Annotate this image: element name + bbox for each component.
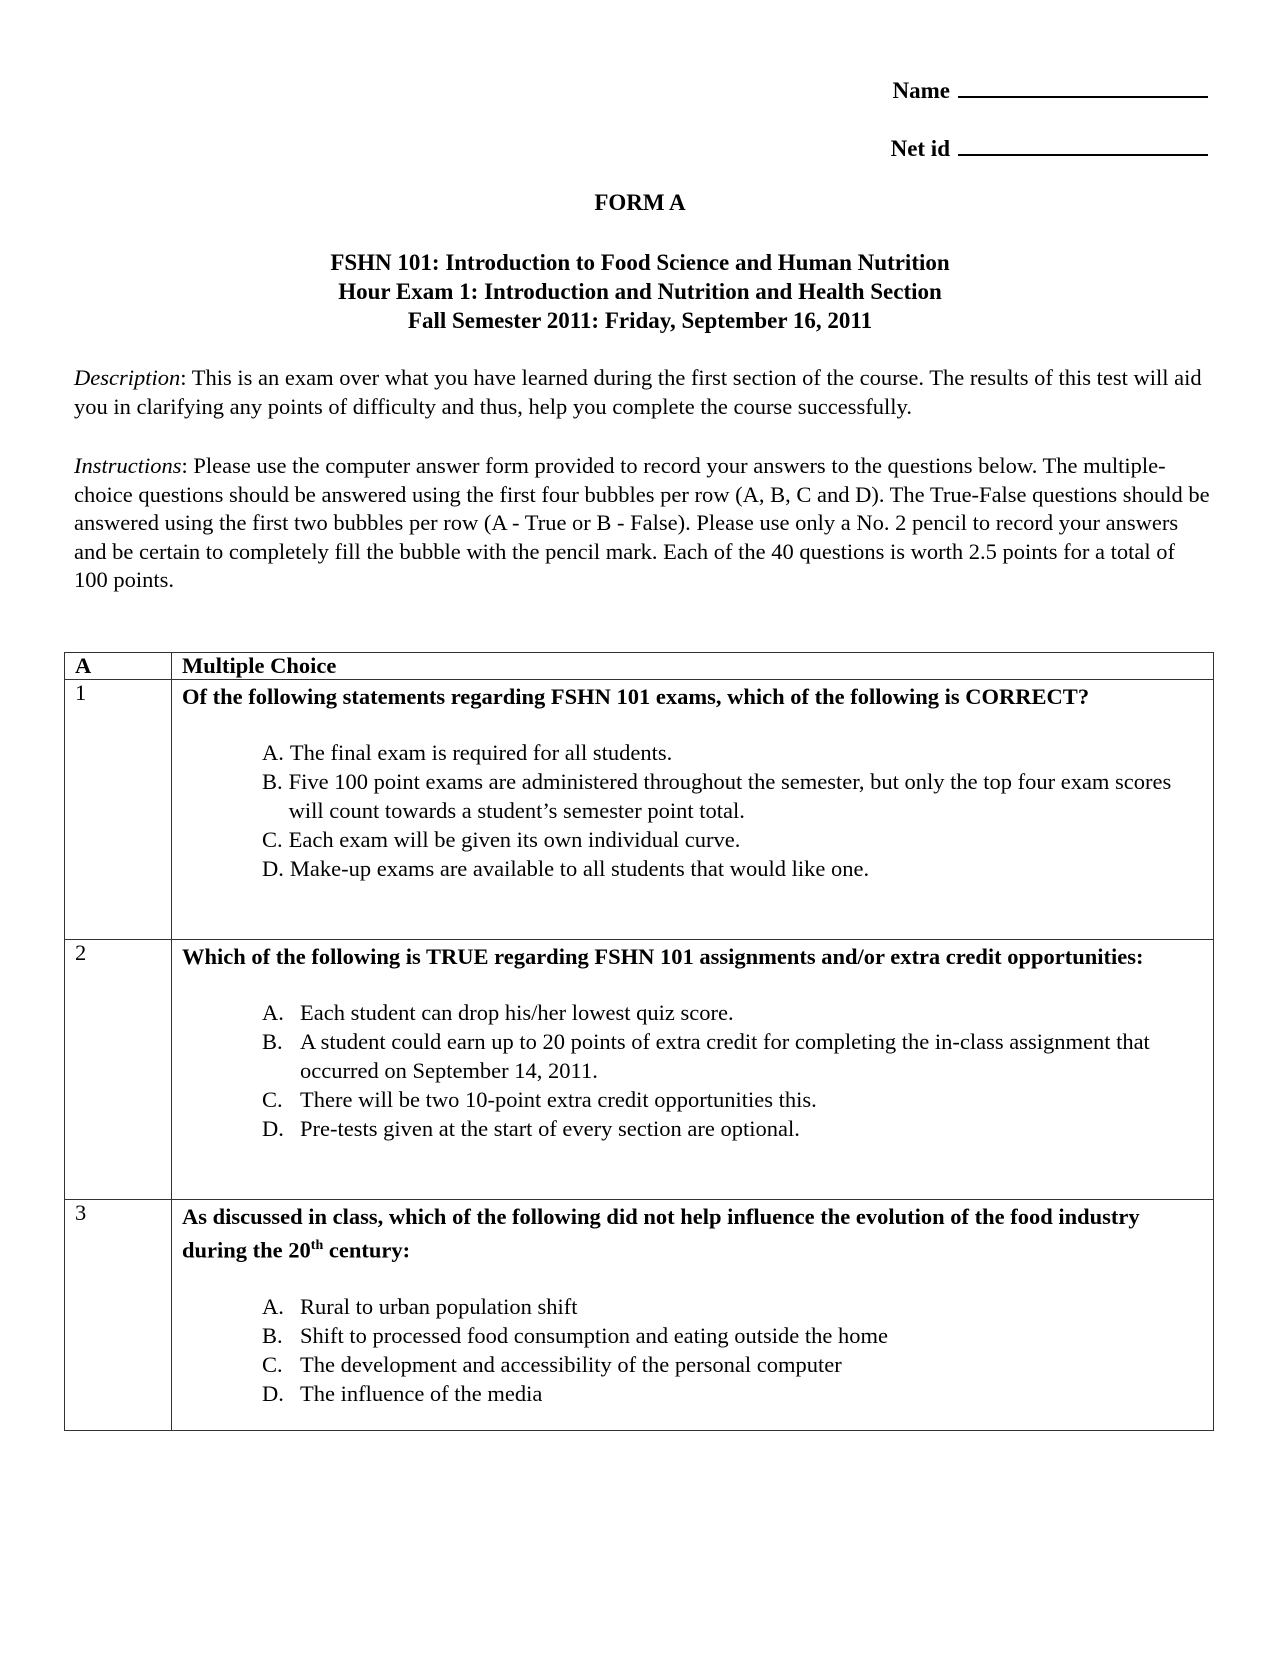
- question-text: [182, 1202, 1203, 1265]
- table-header-row: [65, 653, 1214, 680]
- student-info-block: [878, 74, 1208, 162]
- answer-option: [262, 1114, 1203, 1143]
- question-number: 3: [65, 1200, 172, 1431]
- table-row: [65, 680, 1214, 940]
- answer-option: [262, 854, 1203, 883]
- answer-options: [262, 738, 1203, 883]
- option-text: Each student can drop his/her lowest quiz score.: [300, 1000, 734, 1025]
- form-title: FORM A: [594, 190, 686, 215]
- description-paragraph: [74, 364, 1214, 421]
- option-letter: C.: [262, 1087, 283, 1112]
- answer-option: [262, 1379, 1203, 1408]
- option-text: Five 100 point exams are administered throughout the semester, but only the top four exam scores will count towards a student’s semester point total.: [288, 769, 1172, 823]
- instructions-label: Instructions: [74, 453, 182, 478]
- question-cell: [172, 680, 1214, 940]
- netid-label: Net id: [890, 136, 950, 161]
- answer-options: [262, 998, 1203, 1143]
- answer-option: [262, 1321, 1203, 1350]
- instructions-paragraph: [74, 452, 1214, 595]
- option-text: A student could earn up to 20 points of extra credit for completing the in-class assignment that occurred on September 14, 2011.: [300, 1029, 1150, 1083]
- table-row: [65, 940, 1214, 1200]
- option-letter: B.: [262, 769, 283, 794]
- question-number: 1: [65, 680, 172, 940]
- name-label: Name: [892, 78, 950, 103]
- option-letter: D.: [262, 1380, 284, 1406]
- question-text: Which of the following is TRUE regarding FSHN 101 assignments and/or extra credit opportunities:: [182, 944, 1144, 969]
- option-letter: A.: [262, 740, 284, 765]
- option-letter: A.: [262, 1000, 284, 1025]
- question-text-main: As discussed in class, which of the following did not help influence the evolution of the food industry during the 20: [182, 1204, 1140, 1263]
- ordinal-suffix: th: [310, 1238, 324, 1253]
- answer-option: [262, 767, 1203, 825]
- exam-date: Fall Semester 2011: Friday, September 16, 2011: [407, 308, 873, 333]
- answer-option: [262, 1350, 1203, 1379]
- option-letter: D.: [262, 856, 284, 881]
- option-text: Make-up exams are available to all students that would like one.: [289, 856, 870, 881]
- table-row: [65, 1200, 1214, 1431]
- description-text: : This is an exam over what you have learned during the first section of the course. The results of this test will aid you in clarifying any points of difficulty and thus, help you complete the course successfully.: [74, 365, 1202, 419]
- option-letter: C.: [262, 827, 283, 852]
- instructions-text: : Please use the computer answer form provided to record your answers to the questions below. The multiple-choice questions should be answered using the first four bubbles per row (A, B, C and D). The True-False questions should be answered using the first two bubbles per row (A - True or B - False). Please use only a No. 2 pencil to record your answers and be certain to completely fill the bubble with the pencil mark. Each of the 40 questions is worth 2.5 points for a total of 100 points.: [74, 453, 1210, 592]
- option-text: The influence of the media: [300, 1380, 543, 1406]
- course-heading: [0, 248, 1280, 335]
- answer-option: [262, 1027, 1203, 1085]
- question-text: Of the following statements regarding FSHN 101 exams, which of the following is CORRECT?: [182, 684, 1090, 709]
- option-text: Each exam will be given its own individual curve.: [288, 827, 741, 852]
- description-label: Description: [74, 365, 181, 390]
- option-letter: B.: [262, 1322, 283, 1348]
- name-line: [878, 74, 1208, 104]
- question-cell: [172, 1200, 1214, 1431]
- answer-option: [262, 825, 1203, 854]
- section-header: Multiple Choice: [172, 653, 1214, 680]
- option-letter: D.: [262, 1116, 284, 1141]
- option-letter: B.: [262, 1029, 283, 1054]
- answer-option: [262, 1292, 1203, 1321]
- option-text: The development and accessibility of the personal computer: [300, 1351, 842, 1377]
- question-text-end: century:: [323, 1237, 411, 1263]
- question-cell: [172, 940, 1214, 1200]
- option-text: Rural to urban population shift: [300, 1293, 578, 1319]
- option-text: There will be two 10-point extra credit opportunities this.: [300, 1087, 817, 1112]
- form-column-header: A: [65, 653, 172, 680]
- answer-options: [262, 1292, 1203, 1408]
- answer-option: [262, 1085, 1203, 1114]
- netid-line: [878, 132, 1208, 162]
- course-title: FSHN 101: Introduction to Food Science and Human Nutrition: [330, 250, 950, 275]
- option-text: Shift to processed food consumption and eating outside the home: [300, 1322, 889, 1348]
- exam-title: Hour Exam 1: Introduction and Nutrition and Health Section: [338, 279, 942, 304]
- option-letter: C.: [262, 1351, 283, 1377]
- answer-option: [262, 998, 1203, 1027]
- option-text: Pre-tests given at the start of every section are optional.: [300, 1116, 800, 1141]
- name-field[interactable]: [958, 74, 1208, 98]
- option-letter: A.: [262, 1293, 284, 1319]
- question-table: [64, 652, 1214, 1431]
- netid-field[interactable]: [958, 132, 1208, 156]
- option-text: The final exam is required for all students.: [289, 740, 673, 765]
- question-number: 2: [65, 940, 172, 1200]
- answer-option: [262, 738, 1203, 767]
